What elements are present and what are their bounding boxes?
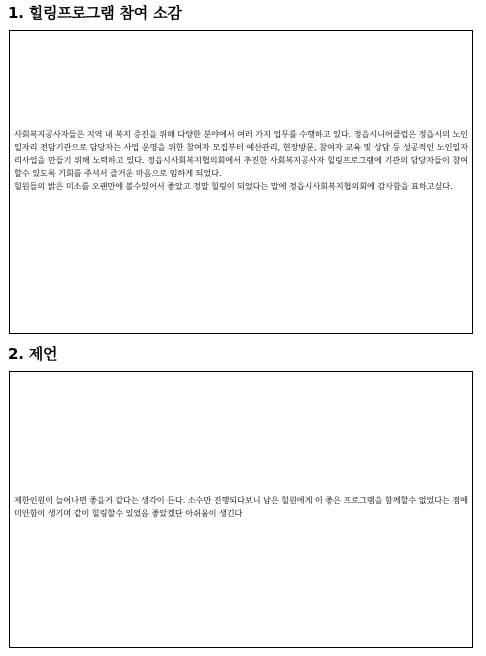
suggestions-box (9, 371, 473, 648)
suggestions-paragraph: 제한인원이 늘어나면 좋을거 같다는 생각이 든다. 소수만 진행되다보니 남은 힐원에게 이 좋은 프로그램을 함께할수 없었다는 점에 미안함이 생기며 같이 힐링할수 있었음 좋았겠단 아쉬움이 생긴다 (14, 495, 468, 518)
program-review-box (9, 30, 473, 334)
program-review-paragraph: 힐원들의 밝은 미소를 오랜만에 볼수있어서 좋았고 정말 힐링이 되었다는 말에 정읍시사회복지협의회에 감사함을 표하고싶다. (14, 181, 453, 191)
program-review-text (14, 128, 468, 193)
section-heading-suggestions: 2. 제언 (8, 345, 58, 363)
program-review-paragraph: 사회복지공사자들은 지역 내 복지 증진을 위해 다양한 분야에서 여러 가지 업무를 수행하고 있다. 정읍시니어클럽은 정읍시의 노인일자리 전담기관으로 담당자는 사업 운영을 위한 참여자 모집부터 예산관리, 현장방문, 참여자 교육 및 상담 등 성공적인 노인일자리사업을 만들기 위해 노력하고 있다. 정읍시사회복지협의회에서 추진한 사회복지공사자 힐링프로그램에 기관의 담당자들이 참여할수 있도록 기회를 주셔서 즐거운 마음으로 임하게 되었다. (14, 129, 468, 178)
section-heading-program-review: 1. 힐링프로그램 참여 소감 (8, 4, 182, 22)
suggestions-text (14, 494, 468, 520)
